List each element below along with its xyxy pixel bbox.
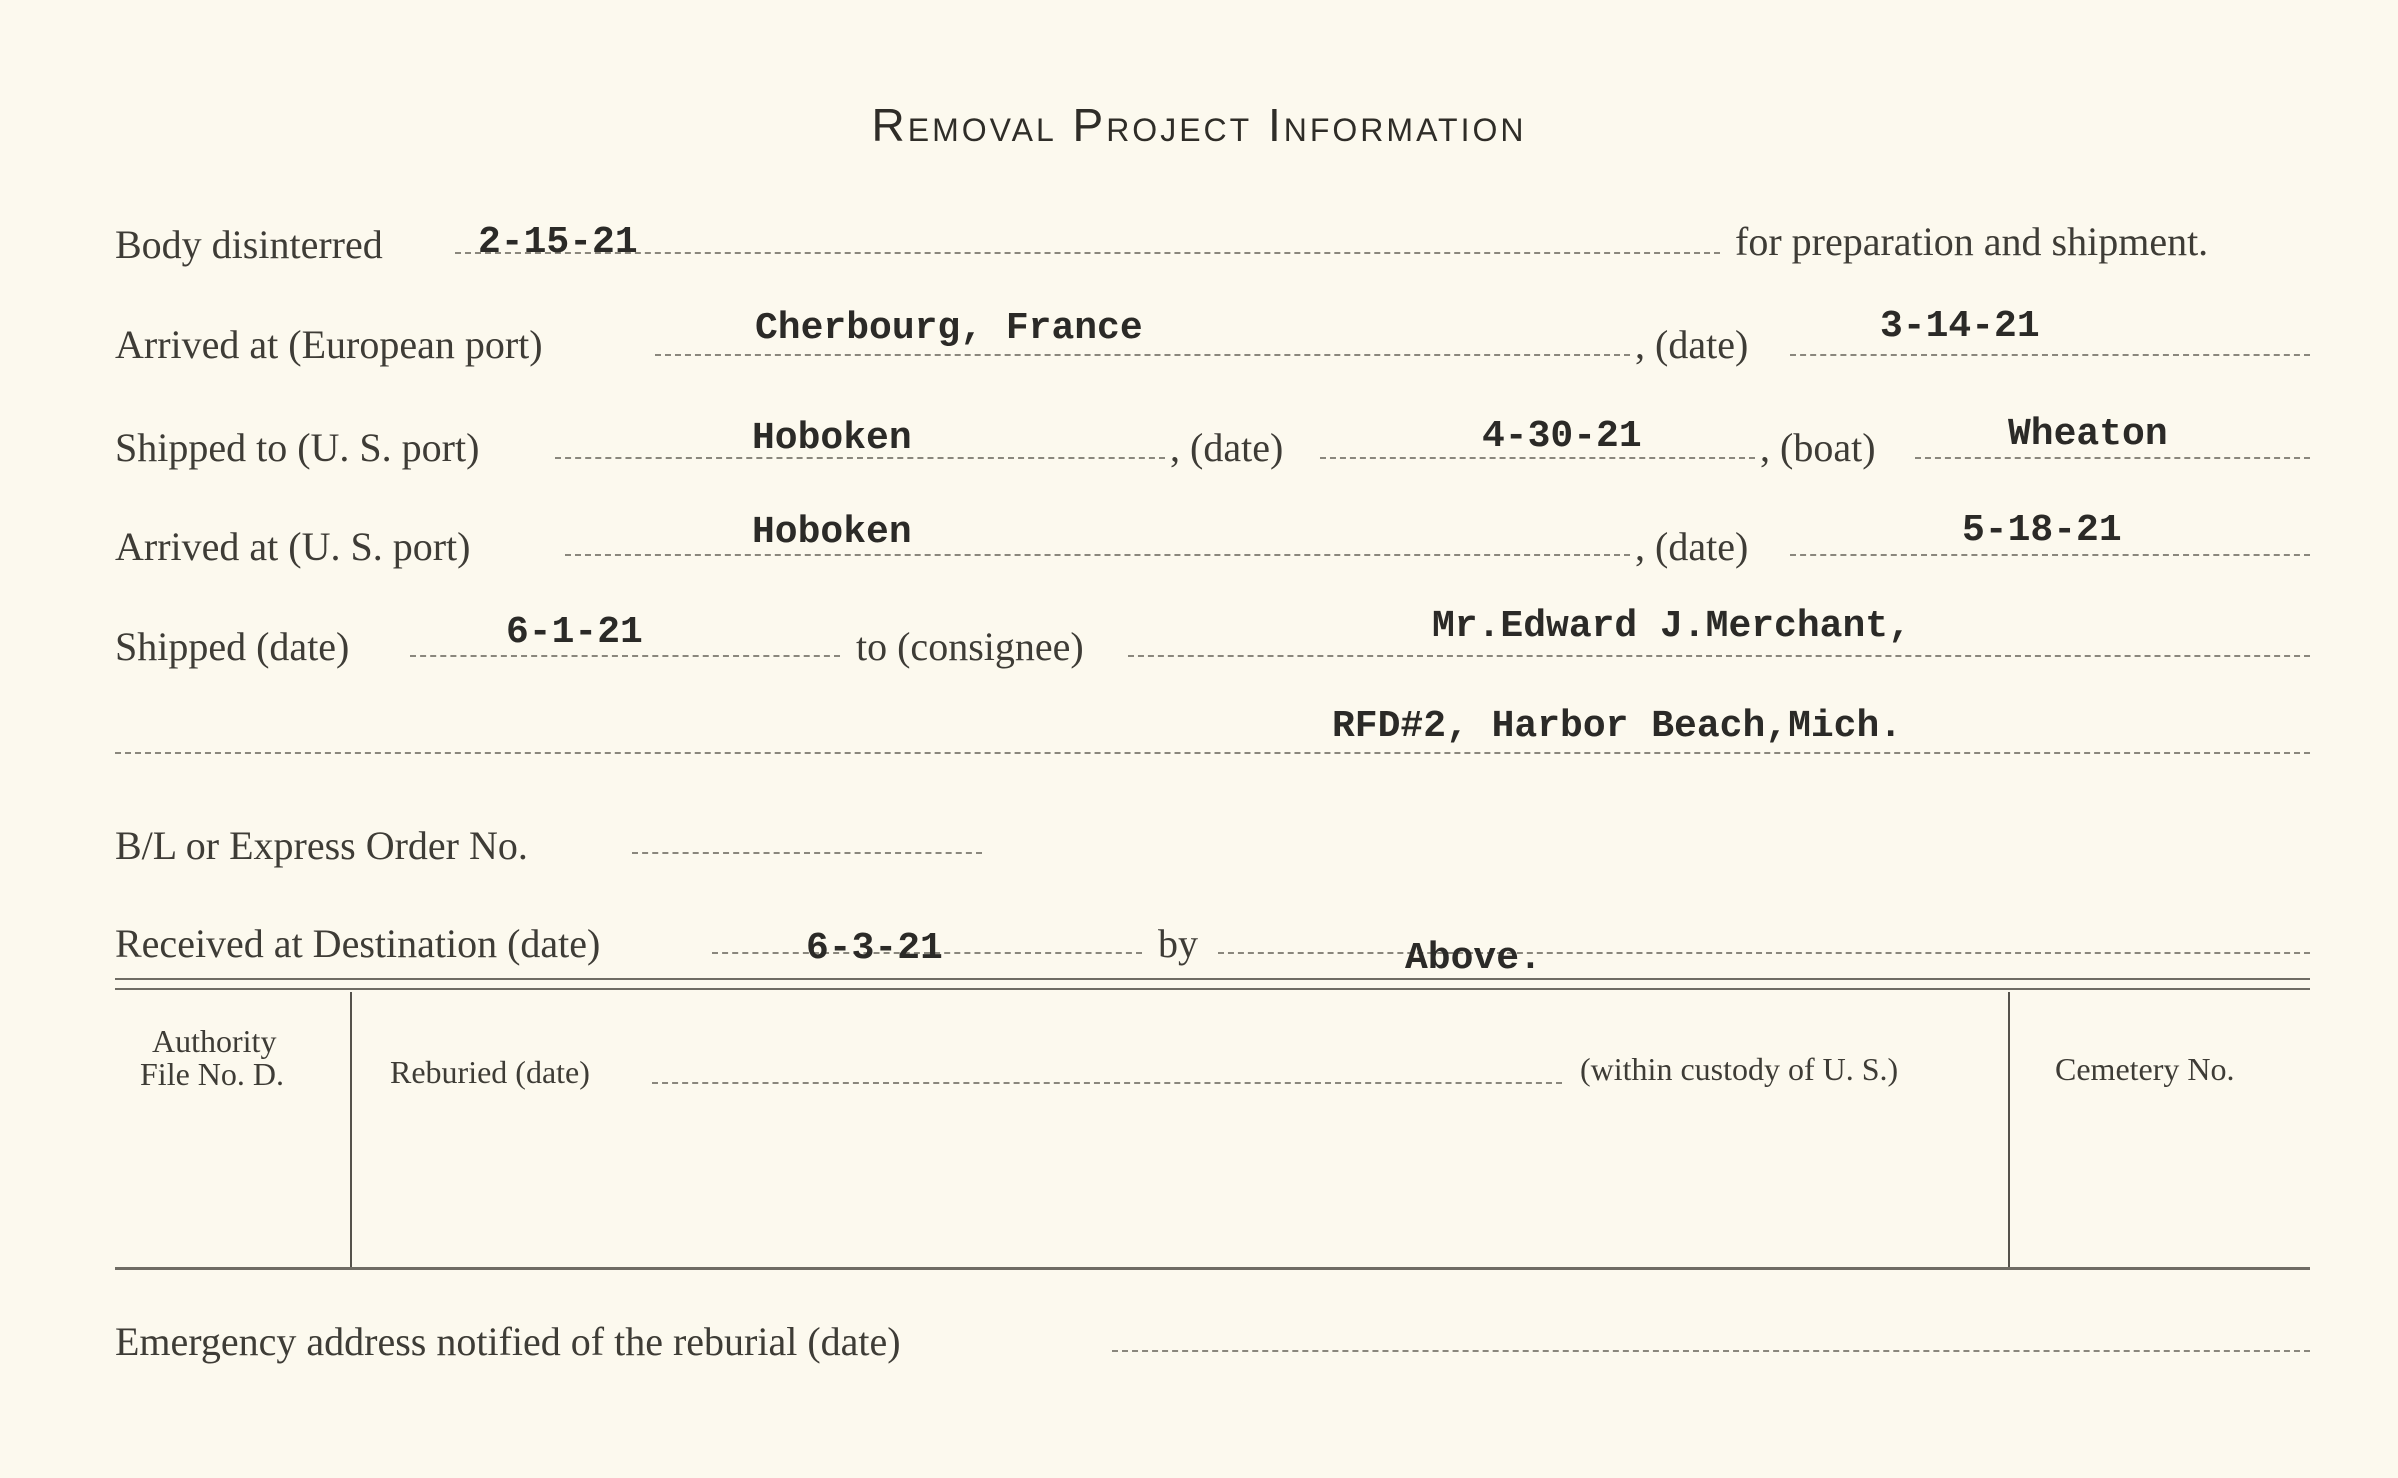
shipped-us-boat-line bbox=[1915, 457, 2310, 459]
consignee-address: RFD#2, Harbor Beach,Mich. bbox=[1332, 705, 1903, 748]
cemetery-no-label: Cemetery No. bbox=[2055, 1051, 2235, 1087]
section-top-rule bbox=[115, 978, 2310, 980]
shipped-us-port: Hoboken bbox=[752, 417, 912, 460]
file-no-label: File No. D. bbox=[140, 1056, 284, 1092]
shipped-us-date: 4-30-21 bbox=[1482, 415, 1642, 458]
consignee-name: Mr.Edward J.Merchant, bbox=[1432, 605, 1911, 648]
emergency-line bbox=[1112, 1350, 2310, 1352]
section-divider-right bbox=[2008, 992, 2010, 1267]
arrived-eu-port: Cherbourg, France bbox=[755, 307, 1143, 350]
arrived-us-port: Hoboken bbox=[752, 511, 912, 554]
received-date: 6-3-21 bbox=[806, 927, 943, 970]
consignee-line bbox=[1128, 655, 2310, 657]
reburied-line bbox=[652, 1082, 1562, 1084]
received-by: Above. bbox=[1405, 937, 1542, 980]
custody-label: (within custody of U. S.) bbox=[1580, 1051, 1899, 1087]
received-by-label: by bbox=[1158, 921, 1198, 966]
arrived-us-date-line bbox=[1790, 554, 2310, 556]
shipped-us-boat: Wheaton bbox=[2008, 413, 2168, 456]
shipped-us-label: Shipped to (U. S. port) bbox=[115, 425, 480, 470]
shipped-us-date-label: , (date) bbox=[1170, 425, 1284, 470]
disinterred-label: Body disinterred bbox=[115, 222, 383, 267]
arrived-eu-date: 3-14-21 bbox=[1880, 305, 2040, 348]
arrived-eu-date-line bbox=[1790, 354, 2310, 356]
received-label: Received at Destination (date) bbox=[115, 921, 601, 966]
section-top-rule-2 bbox=[115, 988, 2310, 990]
shipped-date-line bbox=[410, 655, 840, 657]
emergency-label: Emergency address notified of the reburial (date) bbox=[115, 1319, 901, 1364]
shipped-us-boat-label: , (boat) bbox=[1760, 425, 1876, 470]
disinterred-value: 2-15-21 bbox=[478, 221, 638, 264]
arrived-us-port-line bbox=[565, 554, 1630, 556]
received-by-line bbox=[1218, 952, 2310, 954]
arrived-eu-port-line bbox=[655, 354, 1630, 356]
section-divider-left bbox=[350, 992, 352, 1267]
bl-line bbox=[632, 852, 982, 854]
reburied-label: Reburied (date) bbox=[390, 1054, 590, 1090]
card-title: Removal Project Information bbox=[871, 99, 1527, 151]
disinterred-line bbox=[455, 252, 1720, 254]
arrived-us-date-label: , (date) bbox=[1635, 524, 1749, 569]
authority-label: Authority bbox=[152, 1023, 277, 1059]
consignee-label: to (consignee) bbox=[856, 624, 1084, 669]
arrived-eu-label: Arrived at (European port) bbox=[115, 322, 543, 367]
arrived-eu-date-label: , (date) bbox=[1635, 322, 1749, 367]
arrived-us-label: Arrived at (U. S. port) bbox=[115, 524, 471, 569]
disinterred-suffix: for preparation and shipment. bbox=[1735, 219, 2209, 264]
shipped-date: 6-1-21 bbox=[506, 611, 643, 654]
arrived-us-date: 5-18-21 bbox=[1962, 509, 2122, 552]
section-bottom-rule bbox=[115, 1267, 2310, 1270]
bl-label: B/L or Express Order No. bbox=[115, 823, 528, 868]
address-line bbox=[115, 752, 2310, 754]
shipped-date-label: Shipped (date) bbox=[115, 624, 350, 669]
